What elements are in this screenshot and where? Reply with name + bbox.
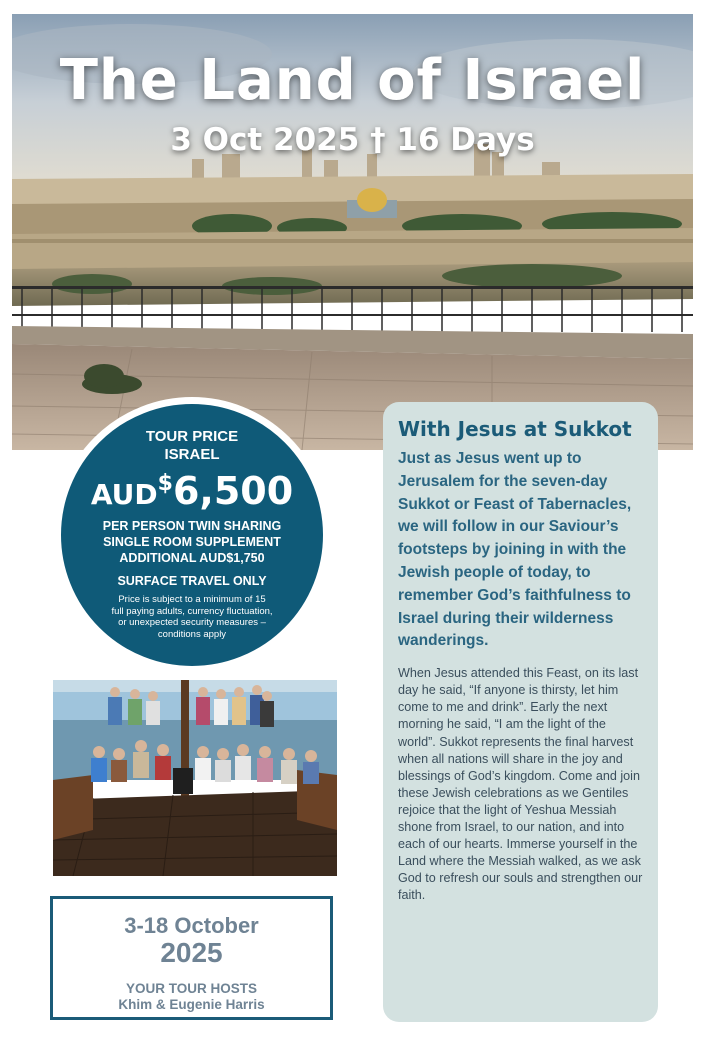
- price-symbol: $: [157, 471, 173, 496]
- tour-hosts-label: YOUR TOUR HOSTS: [125, 981, 257, 996]
- price-terms-line-1: PER PERSON TWIN SHARING: [102, 519, 282, 533]
- info-body-paragraph: When Jesus attended this Feast, on its last day he said, “If anyone is thirsty, let him come to me and drink”. Early the next morning he said, “I am the light of the world”. Sukkot represents the final harvest when all nations will share in the joy and blessings of God’s kingdom. Come and join these Jewish celebrations as we Gentiles rejoice that the light of Yeshua Messiah shone from Israel, to our nation, and into each of our hearts. Immerse yourself in the Land where the Messiah walked, as we ask God to refresh our souls and strengthen our faith.: [398, 666, 643, 903]
- price-heading: [61, 428, 323, 464]
- tour-hosts-names: Khim & Eugenie Harris: [118, 997, 265, 1012]
- price-heading-line-1: TOUR PRICE: [145, 428, 239, 445]
- info-lead-paragraph: Just as Jesus went up to Jerusalem for the seven-day Sukkot or Feast of Tabernacles, we will follow in our Saviour’s footsteps by joining in with the Jewish people of today, to remember God’s faithfulness to Israel during their wilderness wanderings.: [398, 450, 632, 650]
- price-terms: [79, 518, 305, 566]
- sukkot-info-panel: [383, 402, 658, 1022]
- tour-price-badge: [54, 397, 330, 673]
- price-heading-line-2: ISRAEL: [164, 446, 220, 463]
- hero-banner: [12, 14, 693, 450]
- surface-travel-note: SURFACE TRAVEL ONLY: [117, 574, 267, 588]
- price-terms-line-2: SINGLE ROOM SUPPLEMENT: [103, 535, 281, 549]
- page-subtitle: 3 Oct 2025 † 16 Days: [170, 122, 535, 158]
- price-amount: [61, 462, 323, 517]
- tour-dates-box: [50, 896, 333, 1020]
- price-currency: AUD: [90, 478, 158, 511]
- tour-date-range: 3-18 October: [124, 913, 259, 938]
- info-heading: With Jesus at Sukkot: [398, 417, 632, 441]
- tour-group-photo: [53, 680, 337, 876]
- tour-year: 2025: [160, 937, 223, 968]
- price-value: 6,500: [172, 469, 294, 513]
- group-on-boat-image: [53, 680, 337, 876]
- price-terms-line-3: ADDITIONAL AUD$1,750: [119, 551, 265, 565]
- price-conditions-note: Price is subject to a minimum of 15 full paying adults, currency fluctuation, or unexpected security measures – conditions apply: [111, 594, 273, 640]
- page-title: The Land of Israel: [59, 48, 646, 113]
